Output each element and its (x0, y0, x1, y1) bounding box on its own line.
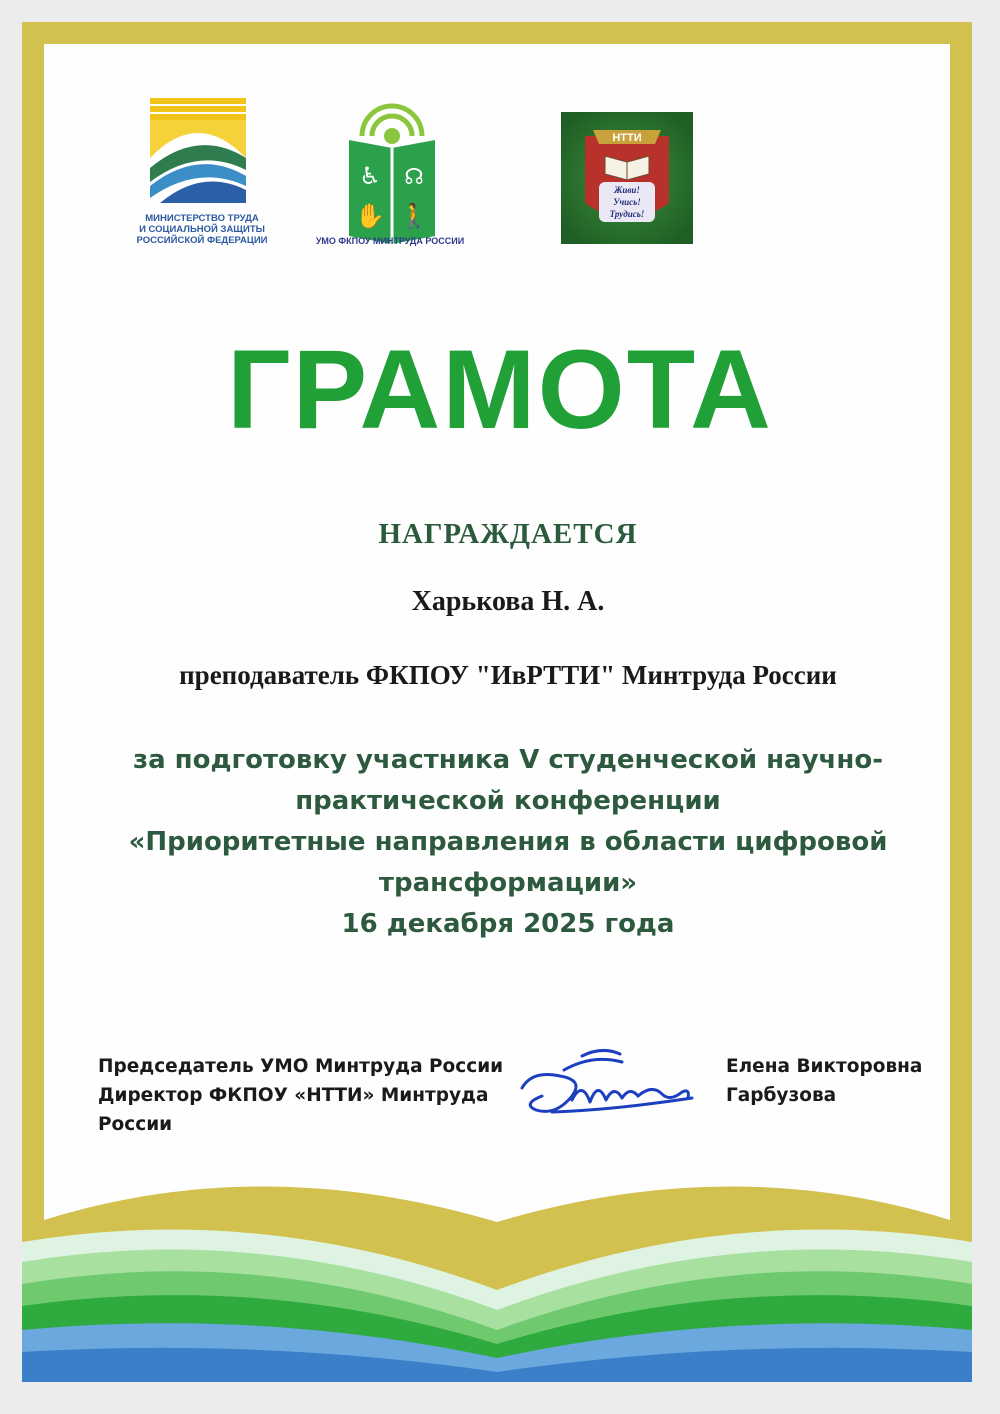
ntti-motto-line: Учись! (613, 197, 641, 207)
svg-text:✋: ✋ (355, 202, 385, 230)
reason-line: за подготовку участника V студенческой научно- (132, 745, 884, 775)
awarded-label: НАГРАЖДАЕТСЯ (378, 518, 638, 550)
ministry-caption-line: МИНИСТЕРСТВО ТРУДА (145, 213, 259, 224)
umo-caption: УМО ФКПОУ МИНТРУДА РОССИИ (315, 236, 465, 246)
reason-line: трансформации» (378, 868, 638, 898)
certificate-page (22, 22, 972, 1382)
signatory-title-line: России (98, 1114, 173, 1135)
ntti-logo (557, 108, 697, 248)
svg-text:♿: ♿ (359, 162, 381, 190)
recipient-name: Харькова Н. А. (411, 586, 605, 617)
signatory-name-line: Гарбузова (726, 1085, 837, 1106)
certificate-title: ГРАМОТА (227, 327, 773, 452)
ministry-caption (122, 213, 282, 246)
bottom-wave-decoration (22, 1162, 972, 1382)
signatory-title-line: Директор ФКПОУ «НТТИ» Минтруда (98, 1085, 489, 1106)
handwritten-signature (512, 1040, 702, 1130)
event-date: 16 декабря 2025 года (341, 909, 675, 939)
svg-text:🚶: 🚶 (399, 202, 429, 230)
ntti-motto-line: Трудись! (609, 209, 645, 219)
signatory-name-line: Елена Викторовна (726, 1056, 923, 1077)
ministry-caption-line: И СОЦИАЛЬНОЙ ЗАЩИТЫ (139, 224, 265, 235)
award-reason (110, 740, 906, 945)
signatory-name (726, 1052, 966, 1110)
ntti-banner-text: НТТИ (612, 132, 642, 144)
ntti-motto-line: Живи! (614, 185, 640, 195)
ministry-caption-line: РОССИЙСКОЙ ФЕДЕРАЦИИ (136, 235, 268, 246)
signatory-title-line: Председатель УМО Минтруда России (98, 1056, 504, 1077)
recipient-position: преподаватель ФКПОУ "ИвРТТИ" Минтруда России (179, 660, 837, 690)
svg-text:☊: ☊ (404, 165, 424, 190)
reason-line: «Приоритетные направления в области цифровой (128, 827, 888, 857)
reason-line: практической конференции (295, 786, 721, 816)
signatory-title (98, 1052, 518, 1139)
